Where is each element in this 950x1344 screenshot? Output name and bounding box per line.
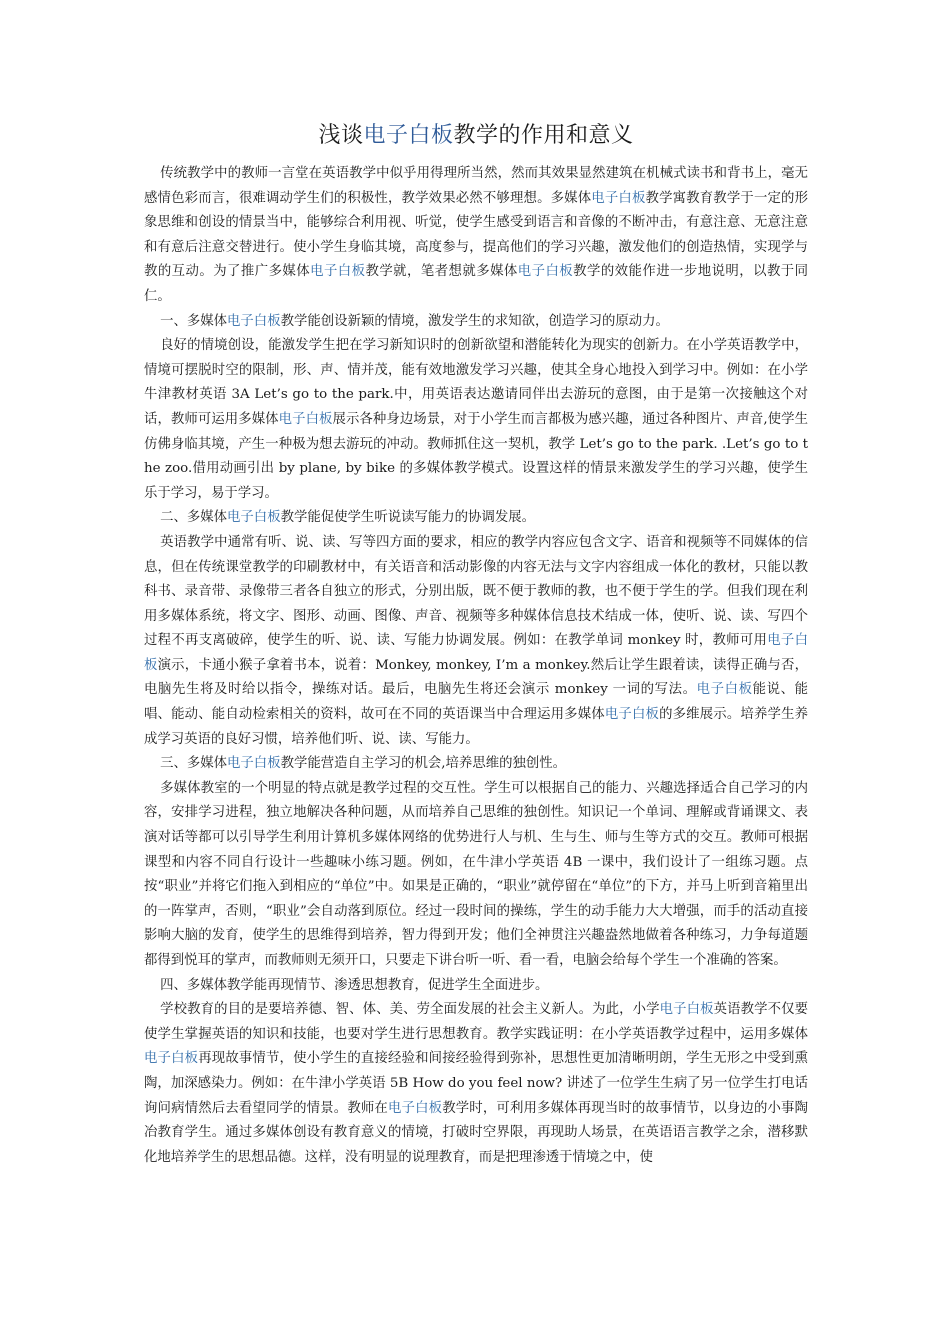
keyword-link[interactable]: 电子白板 — [227, 510, 281, 526]
text-run: 英语教学不仅要使学生掌握英语的知识和技能，也要对学生进行思想教育。教学实践证明：在小学英语教学过程中，运用多媒体 — [144, 1002, 809, 1042]
title-post: 教学的作用和意义 — [453, 123, 634, 148]
paragraph — [144, 334, 808, 506]
text-run: 教学能营造自主学习的机会,培养思维的独创性。 — [280, 756, 567, 772]
document-title — [144, 118, 808, 154]
document-body — [144, 162, 808, 1170]
section-heading — [144, 310, 808, 335]
text-run: 展示各种身边场景，对于小学生而言都极为感兴趣，通过各种图片、声音,使学生仿佛身临其境，产生一种极为想去游玩的冲动。教师抓住这一契机，教学 Let’s go to the park. .Let’s go to the zoo.借用动画引出 by plane, by bike 的多媒体教学模式。设置这样的情景来激发学生的学习兴趣，使学生乐于学习，易于学习。 — [144, 411, 808, 501]
title-keyword-link[interactable]: 电子白板 — [363, 123, 454, 148]
text-run: 良好的情境创设，能激发学生把在学习新知识时的创新欲望和潜能转化为现实的创新力。在小学英语教学中，情境可摆脱时空的限制，形、声、情并茂，能有效地激发学习兴趣，使其全身心地投入到学习中。例如：在小学牛津教材英语 3A Let’s go to the park.中，用英语表达邀请同伴出去游玩的意图，由于是第一次接触这个对话，教师可运用多媒体 — [144, 338, 808, 427]
text-run: 再现故事情节，使小学生的直接经验和间接经验得到弥补，思想性更加清晰明朗，学生无形之中受到熏陶，加深感染力。例如：在牛津小学英语 5B How do you feel now? 讲述了一位学生生病了另一位学生打电话询问病情然后去看望同学的情景。教师在 — [144, 1051, 808, 1116]
text-run: 二、多媒体 — [160, 510, 228, 526]
keyword-link[interactable]: 电子白板 — [278, 411, 333, 427]
keyword-link[interactable]: 电子白板 — [227, 313, 281, 329]
section-heading — [144, 974, 808, 999]
text-run: 三、多媒体 — [160, 756, 228, 772]
text-run: 能说、能唱、能动、能自动检索相关的资料，故可在不同的英语课当中合理运用多媒体 — [144, 682, 809, 723]
keyword-link[interactable]: 电子白板 — [227, 756, 281, 772]
paragraph — [144, 777, 808, 974]
keyword-link[interactable]: 电子白板 — [591, 190, 646, 206]
section-heading — [144, 506, 808, 531]
paragraph — [144, 162, 808, 310]
keyword-link[interactable]: 电子白板 — [696, 682, 753, 698]
text-run: 教学时，可利用多媒体再现当时的故事情节，以身边的小事陶冶教育学生。通过多媒体创设有教育意义的情境，打破时空界限，再现助人场景，在英语语言教学之余，潜移默化地培养学生的思想品德。这样，没有明显的说理教育，而是把理渗透于情境之中，使 — [144, 1100, 809, 1165]
text-run: 多媒体教室的一个明显的特点就是教学过程的交互性。学生可以根据自己的能力、兴趣选择适合自己学习的内容，安排学习进程，独立地解决各种问题，从而培养自己思维的独创性。知识记一个单词、理解或背诵课文、表演对话等都可以引导学生利用计算机多媒体网络的优势进行人与机、生与生、师与生等方式的交互。教师可根据课型和内容不同自行设计一些趣味小练习题。例如，在牛津小学英语 4B 一课中，我们设计了一组练习题。点按“职业”并将它们拖入到相应的“单位”中。如果是正确的，“职业”就停留在“单位”的下方，并马上听到音箱里出的一阵掌声，否则，“职业”会自动落到原位。经过一段时间的操练，学生的动手能力大大增强，而手的活动直接影响大脑的发育，使学生的思维得到培养，智力得到开发；他们全神贯注兴趣盎然地做着各种练习，力争每道题都得到悦耳的掌声，而教师则无须开口，只要走下讲台听一听、看一看，电脑会给每个学生一个准确的答案。 — [144, 780, 808, 968]
text-run: 学校教育的目的是要培养德、智、体、美、劳全面发展的社会主义新人。为此，小学 — [160, 1002, 660, 1018]
text-run: 教学能创设新颖的情境，激发学生的求知欲，创造学习的原动力。 — [280, 313, 669, 329]
text-run: 教学的效能作进一步地说明，以教于同仁。 — [144, 264, 809, 304]
text-run: 一、多媒体 — [160, 313, 228, 329]
text-run: 四、多媒体教学能再现情节、渗透思想教育，促进学生全面进步。 — [160, 977, 549, 993]
title-pre: 浅谈 — [318, 123, 364, 148]
text-run: 教学能促使学生听说读写能力的协调发展。 — [280, 510, 536, 526]
keyword-link[interactable]: 电子白板 — [387, 1100, 443, 1116]
text-run: 教学寓教育教学于一定的形象思维和创设的情景当中，能够综合利用视、听觉，使学生感受到语言和音像的不断冲击，有意注意、无意注意和有意后注意交替进行。使小学生身临其境，高度参与，提高他们的学习兴趣，激发他们的创造热情，实现学与教的互动。为了推广多媒体 — [144, 190, 809, 280]
text-run: 传统教学中的教师一言堂在英语教学中似乎用得理所当然，然而其效果显然建筑在机械式读书和背书上，毫无感情色彩而言，很难调动学生们的积极性，教学效果必然不够理想。多媒体 — [144, 166, 808, 206]
paragraph — [144, 998, 808, 1170]
document-page — [144, 118, 808, 1170]
paragraph — [144, 531, 808, 752]
text-run: 英语教学中通常有听、说、读、写等四方面的要求，相应的教学内容应包含文字、语音和视频等不同媒体的信息，但在传统课堂教学的印刷教材中，有关语音和活动影像的内容无法与文字内容组成一体化的教材，只能以教科书、录音带、录像带三者各自独立的形式，分别出版，既不便于教师的教，也不便于学生的学。但我们现在利用多媒体系统，将文字、图形、动画、图像、声音、视频等多种媒体信息技术结成一体，使听、说、读、写四个过程不再支离破碎，使学生的听、说、读、写能力协调发展。例如：在教学单词 monkey 时，教师可用 — [144, 534, 808, 649]
keyword-link[interactable]: 电子白板 — [659, 1002, 714, 1018]
text-run: 演示，卡通小猴子拿着书本，说着：Monkey, monkey, I’m a monkey.然后让学生跟着读，读得正确与否，电脑先生将及时给以指令，操练对话。最后，电脑先生将还会演示 monkey 一词的写法。 — [144, 657, 809, 698]
text-run: 的多维展示。培养学生养成学习英语的良好习惯，培养他们听、说、读、写能力。 — [144, 707, 809, 747]
keyword-link[interactable]: 电子白板 — [144, 633, 808, 673]
keyword-link[interactable]: 电子白板 — [517, 264, 574, 280]
text-run: 教学就，笔者想就多媒体 — [365, 264, 518, 280]
keyword-link[interactable]: 电子白板 — [310, 264, 366, 280]
keyword-link[interactable]: 电子白板 — [144, 1051, 199, 1067]
keyword-link[interactable]: 电子白板 — [604, 707, 660, 723]
section-heading — [144, 752, 808, 777]
